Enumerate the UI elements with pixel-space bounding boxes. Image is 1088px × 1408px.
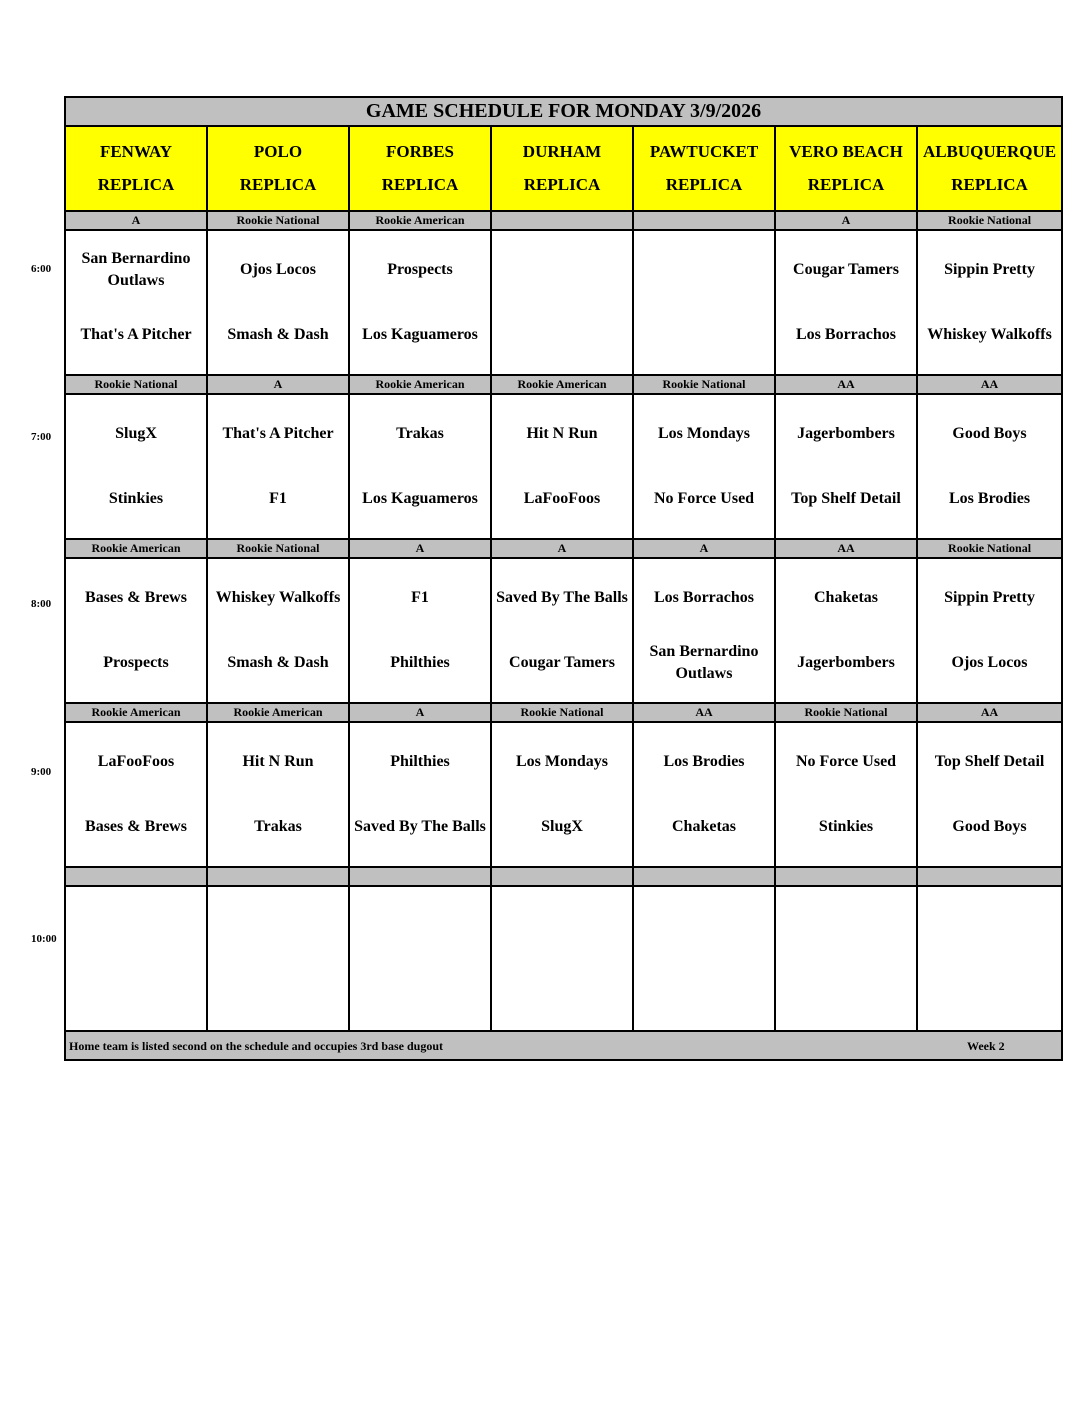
division-row [65, 867, 1062, 886]
away-team: Saved By The Balls [496, 588, 628, 606]
game-cell [917, 394, 1062, 539]
away-team [492, 887, 632, 959]
division-label: Rookie National [207, 539, 349, 558]
division-label: AA [775, 539, 917, 558]
away-team: That's A Pitcher [222, 424, 334, 442]
game-cell [633, 886, 775, 1031]
game-cell [349, 558, 491, 703]
division-label: A [633, 539, 775, 558]
game-cell [349, 230, 491, 375]
division-label [207, 867, 349, 886]
game-cell [207, 722, 349, 867]
home-team: Stinkies [818, 818, 874, 836]
home-team: Los Brodies [949, 490, 1031, 508]
division-label [491, 211, 633, 230]
division-row [65, 539, 1062, 558]
time-label: 8:00 [31, 598, 52, 610]
away-team: Los Borrachos [654, 588, 754, 606]
game-cell [491, 886, 633, 1031]
game-slot-row [65, 886, 1062, 1031]
home-team: Jagerbombers [797, 654, 895, 672]
home-team: Saved By The Balls [354, 818, 486, 836]
field-name: DURHAM [522, 142, 602, 161]
division-label: A [207, 375, 349, 394]
time-label: 10:00 [31, 933, 57, 945]
game-cell [917, 722, 1062, 867]
home-team [634, 959, 774, 1031]
game-cell [65, 394, 207, 539]
game-slot-row [65, 722, 1062, 867]
away-team: Bases & Brews [85, 588, 187, 606]
away-team [66, 887, 206, 959]
division-label: AA [917, 375, 1062, 394]
away-team: F1 [411, 588, 429, 606]
game-cell [917, 558, 1062, 703]
home-team: SlugX [541, 818, 583, 836]
division-label [775, 867, 917, 886]
away-team: No Force Used [795, 752, 897, 770]
field-header [775, 126, 917, 211]
game-slot-row [65, 394, 1062, 539]
division-label [633, 211, 775, 230]
week-label: Week 2 [967, 1039, 1005, 1053]
away-team: Sippin Pretty [944, 260, 1035, 278]
away-team: SlugX [115, 424, 157, 442]
away-team [634, 887, 774, 959]
home-team: Los Kaguameros [362, 490, 478, 508]
game-cell [775, 558, 917, 703]
game-cell [775, 394, 917, 539]
field-type: REPLICA [951, 175, 1028, 194]
home-team: Los Borrachos [796, 326, 896, 344]
home-team [208, 959, 348, 1031]
division-label: Rookie National [917, 539, 1062, 558]
game-cell [349, 394, 491, 539]
game-cell [65, 722, 207, 867]
away-team: Hit N Run [526, 424, 598, 442]
game-cell [491, 230, 633, 375]
home-team: Ojos Locos [951, 654, 1028, 672]
footer [65, 1031, 1062, 1060]
away-team [208, 887, 348, 959]
game-slot-row [65, 558, 1062, 703]
field-name: ALBUQUERQUE [922, 142, 1057, 161]
home-team: Chaketas [671, 818, 736, 836]
division-label: Rookie American [349, 375, 491, 394]
game-cell [633, 722, 775, 867]
home-team: No Force Used [653, 490, 755, 508]
division-label: Rookie National [633, 375, 775, 394]
home-team [776, 959, 916, 1031]
field-header [349, 126, 491, 211]
field-type: REPLICA [523, 175, 601, 194]
away-team: Sippin Pretty [944, 588, 1035, 606]
division-label: A [775, 211, 917, 230]
division-label: AA [775, 375, 917, 394]
division-label: AA [917, 703, 1062, 722]
time-label: 7:00 [31, 431, 52, 443]
division-label: Rookie National [491, 703, 633, 722]
division-label: Rookie American [207, 703, 349, 722]
field-type: REPLICA [239, 175, 317, 194]
field-name: PAWTUCKET [649, 142, 759, 161]
home-team [492, 959, 632, 1031]
game-cell [917, 886, 1062, 1031]
away-team: Jagerbombers [797, 424, 895, 442]
schedule-title: GAME SCHEDULE FOR MONDAY 3/9/2026 [65, 97, 1062, 126]
away-team: Los Brodies [663, 752, 745, 770]
division-label: Rookie National [917, 211, 1062, 230]
division-label: AA [633, 703, 775, 722]
field-name: POLO [253, 142, 303, 161]
game-cell [65, 886, 207, 1031]
game-cell [207, 886, 349, 1031]
field-name: VERO BEACH [789, 142, 903, 161]
division-label: Rookie National [207, 211, 349, 230]
away-team: Prospects [387, 260, 453, 278]
division-label [349, 867, 491, 886]
division-label [65, 867, 207, 886]
game-cell [65, 558, 207, 703]
field-header [633, 126, 775, 211]
away-team [918, 887, 1061, 959]
game-cell [491, 722, 633, 867]
division-row [65, 703, 1062, 722]
away-team: Los Mondays [657, 424, 751, 442]
away-team: LaFooFoos [97, 752, 175, 770]
away-team: Good Boys [952, 424, 1027, 442]
home-team [350, 959, 490, 1031]
game-cell [349, 886, 491, 1031]
field-type: REPLICA [97, 175, 175, 194]
field-type: REPLICA [381, 175, 459, 194]
field-name: FORBES [385, 142, 455, 161]
away-team [776, 887, 916, 959]
game-cell [491, 394, 633, 539]
home-team: Smash & Dash [227, 654, 329, 672]
footer-note: Home team is listed second on the schedule and occupies 3rd base dugout [69, 1039, 444, 1053]
away-team: Philthies [390, 752, 450, 770]
away-team [492, 231, 632, 303]
division-label [917, 867, 1062, 886]
home-team [66, 959, 206, 1031]
away-team: Chaketas [813, 588, 878, 606]
division-row [65, 375, 1062, 394]
division-label: Rookie American [65, 703, 207, 722]
home-team: Philthies [390, 654, 450, 672]
game-cell [207, 230, 349, 375]
away-team [350, 887, 490, 959]
game-cell [349, 722, 491, 867]
field-header [917, 126, 1062, 211]
field-type: REPLICA [807, 175, 885, 194]
game-cell [917, 230, 1062, 375]
home-team: Good Boys [952, 818, 1027, 836]
home-team: Trakas [254, 818, 302, 836]
away-team: San Bernardino Outlaws [81, 249, 191, 289]
field-header [65, 126, 207, 211]
home-team: Cougar Tamers [509, 654, 615, 672]
division-label: A [349, 703, 491, 722]
home-team: Stinkies [108, 490, 164, 508]
home-team: Los Kaguameros [362, 326, 478, 344]
home-team: Prospects [103, 654, 169, 672]
game-cell [207, 394, 349, 539]
game-cell [633, 558, 775, 703]
game-cell [633, 394, 775, 539]
away-team: Hit N Run [242, 752, 314, 770]
game-cell [775, 230, 917, 375]
game-cell [65, 230, 207, 375]
home-team: F1 [269, 490, 287, 508]
footer-row [65, 1031, 1062, 1060]
home-team [918, 959, 1061, 1031]
away-team: Whiskey Walkoffs [215, 588, 341, 606]
division-label [491, 867, 633, 886]
home-team [634, 303, 774, 375]
field-name: FENWAY [99, 142, 173, 161]
division-label: Rookie American [349, 211, 491, 230]
home-team: Top Shelf Detail [791, 490, 901, 508]
division-label: Rookie National [775, 703, 917, 722]
time-label: 9:00 [31, 766, 52, 778]
schedule-table [64, 96, 1063, 1061]
home-team: Whiskey Walkoffs [927, 326, 1052, 344]
game-cell [775, 722, 917, 867]
field-header [207, 126, 349, 211]
home-team [492, 303, 632, 375]
title-row [65, 97, 1062, 126]
game-cell [775, 886, 917, 1031]
time-label: 6:00 [31, 263, 52, 275]
game-cell [633, 230, 775, 375]
away-team: Top Shelf Detail [934, 752, 1045, 770]
away-team: Los Mondays [515, 752, 609, 770]
field-type: REPLICA [665, 175, 743, 194]
game-slot-row [65, 230, 1062, 375]
away-team: Cougar Tamers [793, 260, 899, 278]
home-team: Bases & Brews [85, 818, 187, 836]
division-label: A [491, 539, 633, 558]
field-header-row [65, 126, 1062, 211]
division-label: Rookie American [65, 539, 207, 558]
field-header [491, 126, 633, 211]
division-row [65, 211, 1062, 230]
home-team: That's A Pitcher [80, 326, 192, 344]
away-team [634, 231, 774, 303]
division-label: A [65, 211, 207, 230]
game-cell [491, 558, 633, 703]
game-cell [207, 558, 349, 703]
division-label: Rookie American [491, 375, 633, 394]
division-label: Rookie National [65, 375, 207, 394]
home-team: LaFooFoos [523, 490, 601, 508]
away-team: Ojos Locos [240, 260, 316, 278]
home-team: San Bernardino Outlaws [649, 643, 759, 683]
division-label: A [349, 539, 491, 558]
away-team: Trakas [396, 424, 444, 442]
division-label [633, 867, 775, 886]
home-team: Smash & Dash [227, 326, 329, 344]
